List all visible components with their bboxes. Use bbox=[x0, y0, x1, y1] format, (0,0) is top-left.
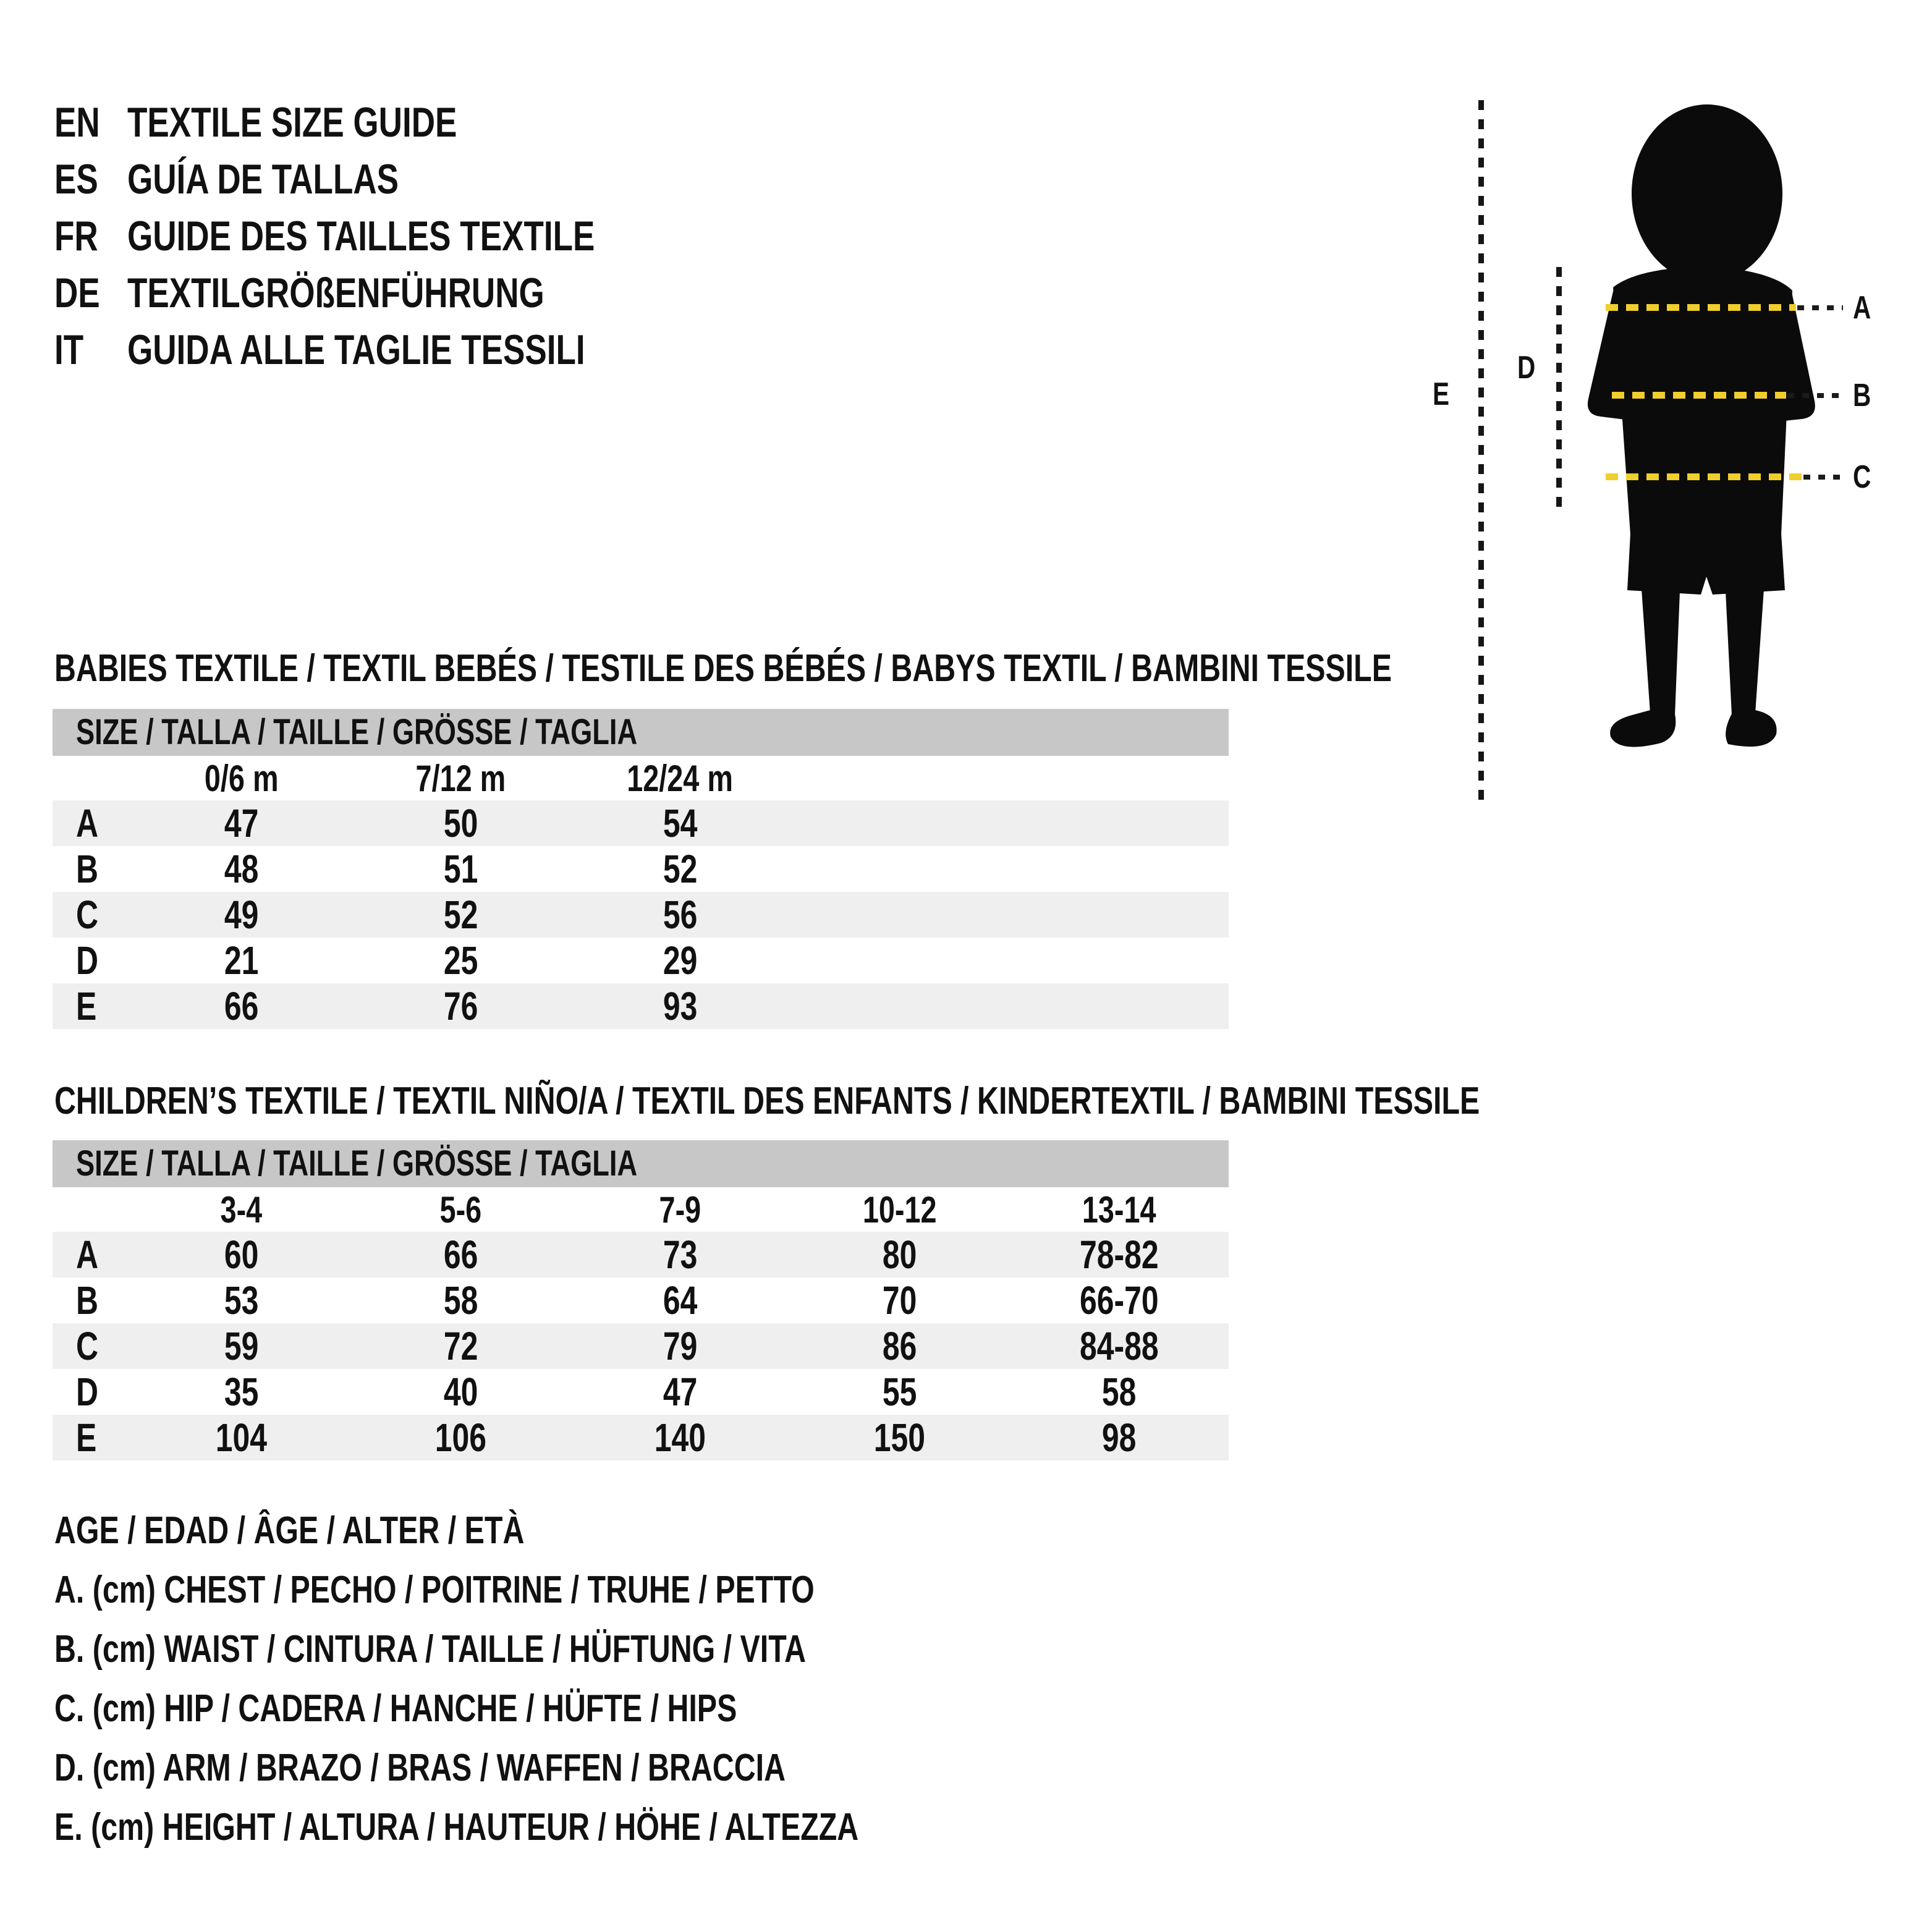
row-label: A bbox=[76, 1232, 99, 1277]
measure-label-a: A bbox=[1853, 290, 1871, 326]
cell-value: 51 bbox=[443, 847, 478, 891]
language-code: FR bbox=[54, 213, 98, 260]
cell-value: 86 bbox=[882, 1324, 917, 1368]
cell-value: 104 bbox=[215, 1415, 268, 1460]
cell-value: 60 bbox=[224, 1232, 259, 1277]
cell-value: 56 bbox=[663, 892, 698, 937]
cell-value: 21 bbox=[224, 938, 259, 983]
legend-line-arm: D. (cm) ARM / BRAZO / BRAS / WAFFEN / BRACCIA bbox=[54, 1746, 786, 1789]
waist-line-b-connector bbox=[1787, 393, 1843, 398]
table-row bbox=[53, 1369, 1229, 1415]
cell-value: 29 bbox=[663, 938, 698, 983]
measurement-legend bbox=[54, 1501, 1085, 1857]
language-code: IT bbox=[54, 326, 84, 373]
legend-line-hip: C. (cm) HIP / CADERA / HANCHE / HÜFTE / HIPS bbox=[54, 1687, 737, 1730]
cell-value: 49 bbox=[224, 892, 259, 937]
column-header: 7-9 bbox=[659, 1188, 701, 1231]
babies-section-title: BABIES TEXTILE / TEXTIL BEBÉS / TESTILE DES BÉBÉS / BABYS TEXTIL / BAMBINI TESSILE bbox=[54, 647, 1392, 690]
silhouette-left-shoe bbox=[1610, 710, 1676, 747]
row-label: D bbox=[76, 1370, 99, 1414]
row-label: C bbox=[76, 1324, 99, 1368]
cell-value: 25 bbox=[443, 938, 478, 983]
guide-title-en: TEXTILE SIZE GUIDE bbox=[127, 99, 457, 146]
column-header: 5-6 bbox=[439, 1188, 482, 1231]
language-title-list bbox=[54, 94, 727, 378]
row-label: C bbox=[76, 892, 99, 937]
cell-value: 66 bbox=[443, 1232, 478, 1277]
hip-line-c bbox=[1606, 473, 1802, 480]
table-row bbox=[53, 1277, 1229, 1323]
language-row bbox=[54, 321, 727, 378]
cell-value: 70 bbox=[882, 1278, 917, 1323]
children-column-header-row bbox=[53, 1187, 1229, 1232]
hip-line-c-connector bbox=[1803, 475, 1843, 480]
table-row bbox=[53, 983, 1229, 1029]
column-header: 10-12 bbox=[862, 1188, 937, 1231]
legend-line-height: E. (cm) HEIGHT / ALTURA / HAUTEUR / HÖHE / ALTEZZA bbox=[54, 1805, 859, 1849]
guide-title-de: TEXTILGRÖßENFÜHRUNG bbox=[127, 269, 544, 316]
size-header-bar: SIZE / TALLA / TAILLE / GRÖSSE / TAGLIA bbox=[53, 1140, 1229, 1187]
row-label: D bbox=[76, 938, 99, 983]
children-size-table bbox=[53, 1140, 1229, 1460]
chest-line-a-connector bbox=[1797, 305, 1843, 310]
table-row bbox=[53, 1415, 1229, 1460]
cell-value: 50 bbox=[443, 801, 478, 845]
cell-value: 48 bbox=[224, 847, 259, 891]
cell-value: 79 bbox=[663, 1324, 698, 1368]
legend-line-chest: A. (cm) CHEST / PECHO / POITRINE / TRUHE / PETTO bbox=[54, 1568, 815, 1611]
babies-size-table bbox=[53, 709, 1229, 1029]
measure-label-b: B bbox=[1853, 378, 1871, 413]
row-label: A bbox=[76, 801, 99, 845]
babies-column-header-row bbox=[53, 756, 1229, 800]
cell-value: 54 bbox=[663, 801, 698, 845]
cell-value: 76 bbox=[443, 984, 478, 1028]
cell-value: 64 bbox=[663, 1278, 698, 1323]
cell-value: 52 bbox=[663, 847, 698, 891]
cell-value: 55 bbox=[882, 1370, 917, 1414]
height-measure-line-e bbox=[1478, 100, 1484, 805]
row-label: B bbox=[76, 847, 99, 891]
silhouette-right-shoe bbox=[1726, 710, 1776, 747]
waist-line-b bbox=[1612, 392, 1786, 399]
cell-value: 140 bbox=[654, 1415, 706, 1460]
cell-value: 47 bbox=[663, 1370, 698, 1414]
cell-value: 58 bbox=[1101, 1370, 1137, 1414]
cell-value: 73 bbox=[663, 1232, 698, 1277]
cell-value: 98 bbox=[1101, 1415, 1137, 1460]
table-row bbox=[53, 800, 1229, 846]
cell-value: 106 bbox=[434, 1415, 487, 1460]
language-row bbox=[54, 265, 727, 321]
cell-value: 84-88 bbox=[1079, 1324, 1159, 1368]
silhouette-shorts bbox=[1627, 533, 1785, 595]
table-row bbox=[53, 892, 1229, 938]
cell-value: 52 bbox=[443, 892, 478, 937]
cell-value: 66-70 bbox=[1079, 1278, 1159, 1323]
table-row bbox=[53, 1232, 1229, 1277]
column-header: 13-14 bbox=[1082, 1188, 1156, 1231]
guide-title-es: GUÍA DE TALLAS bbox=[127, 156, 399, 203]
children-section-title: CHILDREN’S TEXTILE / TEXTIL NIÑO/A / TEXTIL DES ENFANTS / KINDERTEXTIL / BAMBINI TESSILE bbox=[54, 1080, 1480, 1122]
row-label: E bbox=[76, 1415, 97, 1460]
table-row bbox=[53, 1323, 1229, 1369]
cell-value: 59 bbox=[224, 1324, 259, 1368]
row-label: B bbox=[76, 1278, 99, 1323]
language-row bbox=[54, 151, 727, 208]
cell-value: 58 bbox=[443, 1278, 478, 1323]
cell-value: 93 bbox=[663, 984, 698, 1028]
cell-value: 150 bbox=[873, 1415, 926, 1460]
column-header: 3-4 bbox=[220, 1188, 263, 1231]
cell-value: 72 bbox=[443, 1324, 478, 1368]
measure-label-e: E bbox=[1433, 376, 1450, 412]
table-row bbox=[53, 846, 1229, 892]
language-code: EN bbox=[54, 99, 100, 146]
legend-line-waist: B. (cm) WAIST / CINTURA / TAILLE / HÜFTUNG / VITA bbox=[54, 1627, 807, 1671]
column-header: 0/6 m bbox=[204, 757, 279, 799]
measure-label-d: D bbox=[1517, 350, 1536, 386]
cell-value: 78-82 bbox=[1079, 1232, 1159, 1277]
row-label: E bbox=[76, 984, 97, 1028]
column-header: 12/24 m bbox=[627, 757, 734, 799]
table-row bbox=[53, 938, 1229, 983]
language-row bbox=[54, 208, 727, 265]
cell-value: 40 bbox=[443, 1370, 478, 1414]
cell-value: 35 bbox=[224, 1370, 259, 1414]
cell-value: 66 bbox=[224, 984, 259, 1028]
language-code: ES bbox=[54, 156, 98, 203]
cell-value: 80 bbox=[882, 1232, 917, 1277]
guide-title-it: GUIDA ALLE TAGLIE TESSILI bbox=[127, 326, 585, 373]
cell-value: 47 bbox=[224, 801, 259, 845]
language-row bbox=[54, 94, 727, 151]
column-header: 7/12 m bbox=[415, 757, 506, 799]
language-code: DE bbox=[54, 269, 100, 316]
size-header-bar: SIZE / TALLA / TAILLE / GRÖSSE / TAGLIA bbox=[53, 709, 1229, 756]
arm-measure-line-d bbox=[1556, 267, 1562, 508]
measure-label-c: C bbox=[1853, 459, 1871, 495]
chest-line-a bbox=[1606, 304, 1796, 311]
guide-title-fr: GUIDE DES TAILLES TEXTILE bbox=[127, 213, 595, 260]
cell-value: 53 bbox=[224, 1278, 259, 1323]
legend-line-age: AGE / EDAD / ÂGE / ALTER / ETÀ bbox=[54, 1509, 525, 1552]
